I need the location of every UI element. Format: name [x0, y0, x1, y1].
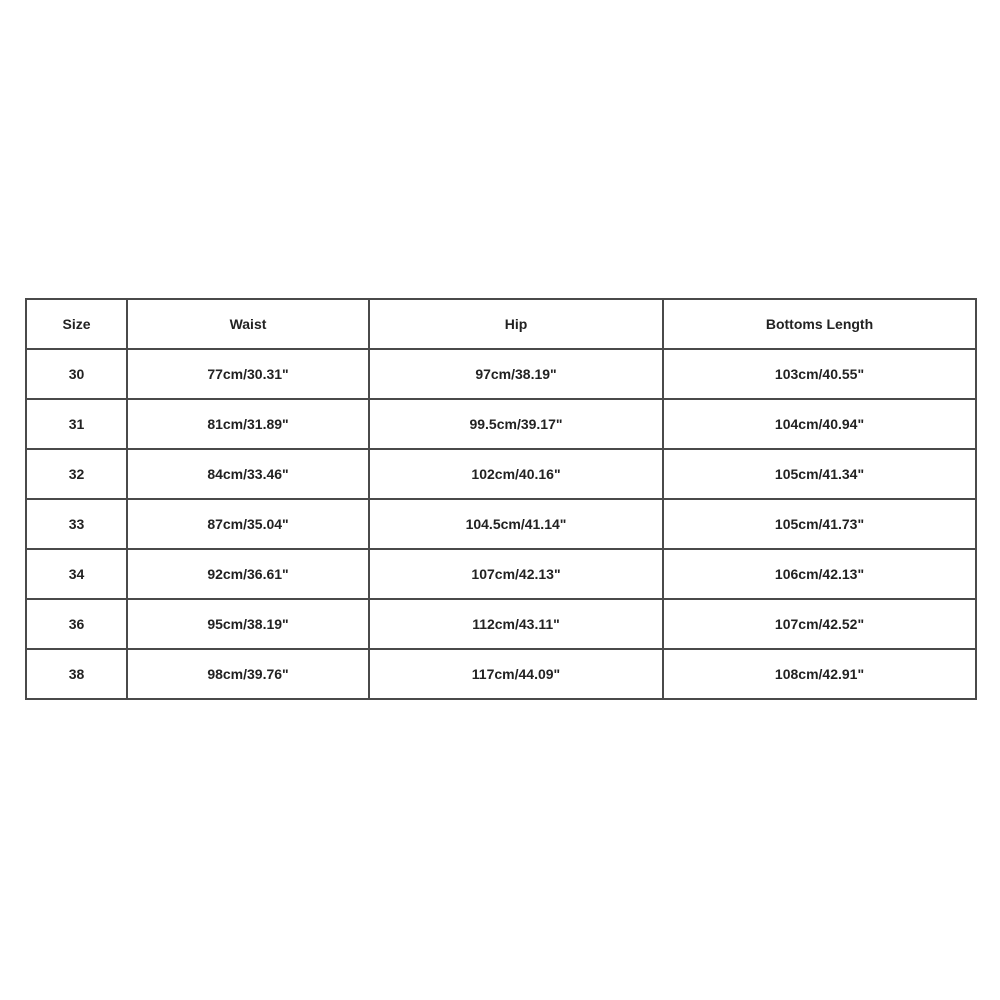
cell-hip: 97cm/38.19": [369, 349, 663, 399]
cell-hip: 102cm/40.16": [369, 449, 663, 499]
cell-size: 33: [26, 499, 127, 549]
table-row: [26, 449, 976, 499]
cell-bottoms-length: 108cm/42.91": [663, 649, 976, 699]
cell-bottoms-length: 104cm/40.94": [663, 399, 976, 449]
cell-hip: 104.5cm/41.14": [369, 499, 663, 549]
cell-waist: 81cm/31.89": [127, 399, 369, 449]
table-row: [26, 499, 976, 549]
cell-size: 34: [26, 549, 127, 599]
header-size: Size: [26, 299, 127, 349]
cell-size: 38: [26, 649, 127, 699]
cell-waist: 87cm/35.04": [127, 499, 369, 549]
table-row: [26, 399, 976, 449]
header-waist: Waist: [127, 299, 369, 349]
cell-waist: 92cm/36.61": [127, 549, 369, 599]
table-body: [26, 349, 976, 699]
table-header: [26, 299, 976, 349]
cell-waist: 98cm/39.76": [127, 649, 369, 699]
cell-bottoms-length: 106cm/42.13": [663, 549, 976, 599]
header-hip: Hip: [369, 299, 663, 349]
table-row: [26, 649, 976, 699]
cell-size: 36: [26, 599, 127, 649]
cell-hip: 99.5cm/39.17": [369, 399, 663, 449]
table-row: [26, 349, 976, 399]
header-bottoms-length: Bottoms Length: [663, 299, 976, 349]
cell-waist: 77cm/30.31": [127, 349, 369, 399]
cell-bottoms-length: 105cm/41.34": [663, 449, 976, 499]
size-chart-table: [25, 298, 977, 700]
cell-hip: 112cm/43.11": [369, 599, 663, 649]
header-row: [26, 299, 976, 349]
cell-hip: 117cm/44.09": [369, 649, 663, 699]
table-row: [26, 549, 976, 599]
cell-size: 30: [26, 349, 127, 399]
cell-waist: 95cm/38.19": [127, 599, 369, 649]
cell-waist: 84cm/33.46": [127, 449, 369, 499]
table-row: [26, 599, 976, 649]
cell-bottoms-length: 103cm/40.55": [663, 349, 976, 399]
cell-bottoms-length: 105cm/41.73": [663, 499, 976, 549]
cell-size: 31: [26, 399, 127, 449]
cell-hip: 107cm/42.13": [369, 549, 663, 599]
cell-bottoms-length: 107cm/42.52": [663, 599, 976, 649]
cell-size: 32: [26, 449, 127, 499]
